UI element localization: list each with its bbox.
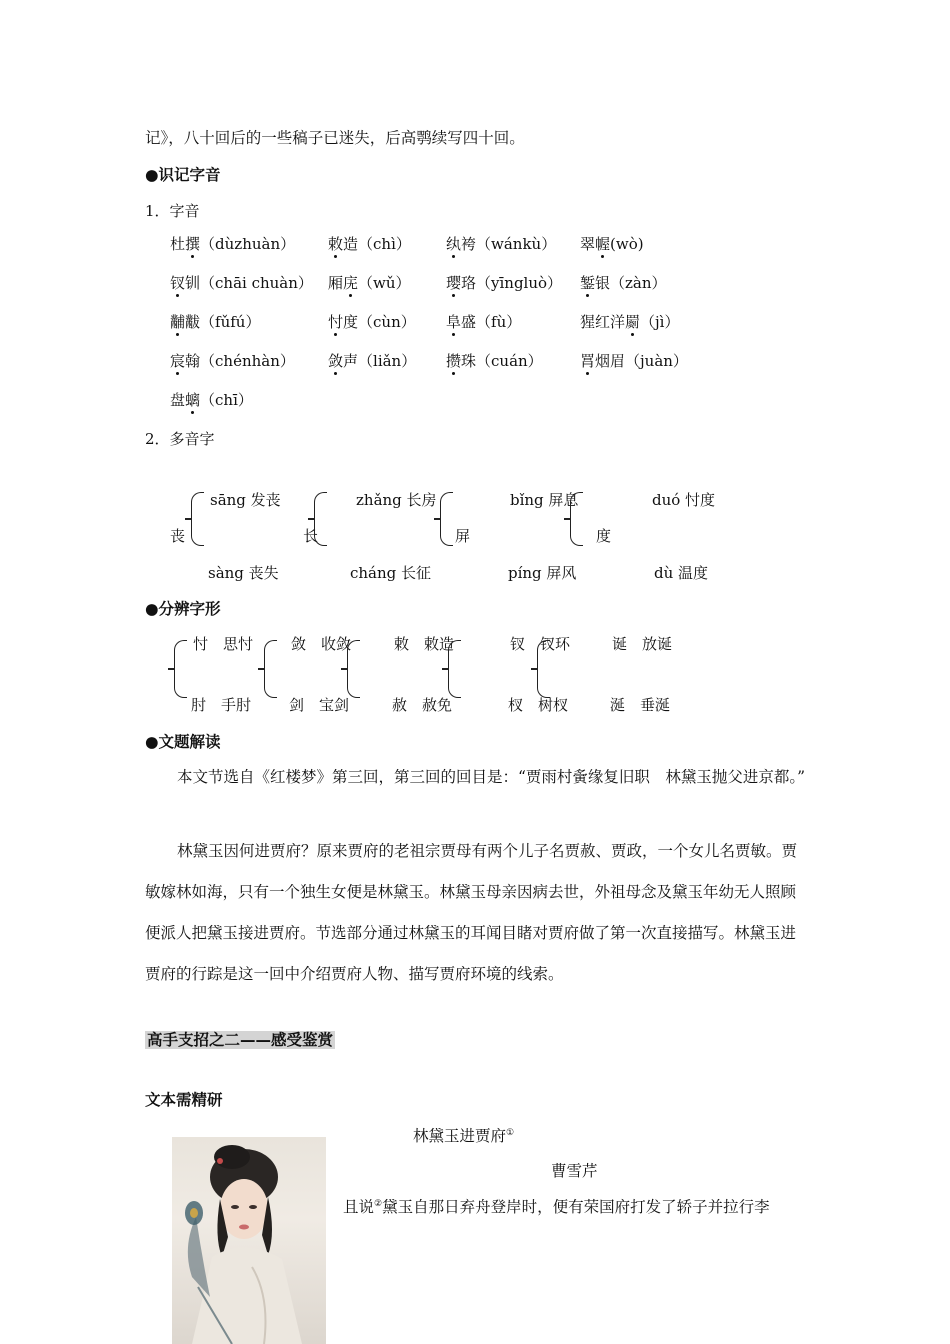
highlighted-heading: 高手支招之二——感受鉴赏 [147,1031,334,1049]
pron-reading: 声（liǎn） [343,352,417,370]
pron-prefix: 厢 [328,274,344,292]
pron-reading: 造（chì） [343,235,411,253]
pronunciation-item [446,311,521,332]
glyph-pair-top: 钗 钗环 [510,635,571,653]
pron-reading: （dùzhuàn） [200,235,296,253]
polyphone-reading-bottom: cháng 长征 [350,564,432,582]
pron-reading: 银（zàn） [595,274,667,292]
subheading-text-study: 文本需精研 [145,1091,223,1109]
brace-glyph [347,640,360,698]
pronunciation-item [170,389,253,410]
pron-target-char: 罥 [580,352,596,370]
pron-target-char: 璎 [446,274,462,292]
glyph-pair-top: 忖 思忖 [193,635,254,653]
pron-target-char: 黼 [170,313,186,331]
pron-target-char: 撰 [185,235,201,253]
subheading-polyphones: 2．多音字 [145,430,215,448]
pron-reading: （wǔ） [358,274,411,292]
brace-glyph [264,640,277,698]
polyphone-reading-bottom: dù 温度 [654,564,709,582]
pron-target-char: 阜 [446,313,462,331]
pronunciation-item [580,350,688,371]
glyph-pair-bottom: 涎 垂涎 [610,696,671,714]
glyph-pair-bottom: 杈 树杈 [508,696,569,714]
portrait-illustration [172,1137,326,1344]
pronunciation-item [170,311,260,332]
brace-glyph [174,640,187,698]
section-heading-pronunciation: ●识记字音 [145,166,221,184]
pron-reading: （jì） [640,313,680,331]
excerpt-first-line [343,1195,770,1217]
pron-reading: 翰（chénhàn） [185,352,295,370]
subheading-pronunciation: 1．字音 [145,202,200,220]
pron-reading: 黻（fǔfú） [185,313,261,331]
paragraph-background: 林黛玉因何进贾府？原来贾府的老祖宗贾母有两个儿子名贾赦、贾政，一个女儿名贾敏。贾敏嫁林如海，只有一个独生女便是林黛玉。林黛玉母亲因病去世，外祖母念及黛玉年幼无人照顾便派人把黛玉接进贾府。节选部分通过林黛玉的耳闻目睹对贾府做了第一次直接描写。林黛玉进贾府的行踪是这一回中介绍贾府人物、描写贾府环境的线索。 [145,842,798,983]
pron-target-char: 敕 [328,235,344,253]
pron-target-char: 攒 [446,352,462,370]
pronunciation-item [328,272,411,293]
glyph-pair-top: 诞 放诞 [612,635,673,653]
brace-glyph [191,492,204,546]
section-heading-title-interpretation: ●文题解读 [145,733,221,751]
footnote-ref-2[interactable]: ② [374,1198,383,1209]
pron-reading: 珞（yīngluò） [461,274,563,292]
excerpt-line-rest: 黛玉自那日弃舟登岸时，便有荣国府打发了轿子并拉行李 [382,1198,770,1216]
pron-prefix: 翠 [580,235,596,253]
pron-target-char: 幄 [595,235,611,253]
brace-glyph [314,492,327,546]
section-heading-appreciation [145,1028,335,1050]
intro-line: 记》，八十回后的一些稿子已迷失，后高鹗续写四十回。 [145,129,525,147]
glyph-pair-top: 敛 收敛 [291,635,352,653]
pron-reading: 盛（fù） [461,313,522,331]
pron-target-char: 忖 [328,313,344,331]
pronunciation-item [328,311,416,332]
polyphone-reading-top: zhǎng 长房 [356,491,437,509]
polyphone-char: 度 [596,527,612,545]
excerpt-title-text: 林黛玉进贾府 [413,1127,507,1145]
pron-prefix: 盘 [170,391,186,409]
glyph-pair-top: 敕 敕造 [394,635,455,653]
pron-target-char: 庑 [343,274,359,292]
brace-glyph [537,640,550,698]
pron-reading: 袴（wánkù） [461,235,557,253]
paragraph-title-origin: 本文节选自《红楼梦》第三回，第三回的回目是：“贾雨村夤缘复旧职 林黛玉抛父进京都。” [177,768,806,786]
pronunciation-item [580,311,679,332]
pronunciation-item [446,233,556,254]
pron-reading: 度（cùn） [343,313,416,331]
pron-reading: （chī） [200,391,253,409]
pronunciation-item [446,350,543,371]
brace-glyph [448,640,461,698]
pronunciation-item [170,350,295,371]
pron-reading: 钏（chāi chuàn） [185,274,313,292]
pron-prefix: 猩红洋 [580,313,626,331]
excerpt-author: 曹雪芹 [551,1162,598,1180]
polyphone-char: 长 [303,527,319,545]
excerpt-title [413,1124,514,1146]
pronunciation-item [170,272,313,293]
pronunciation-item [580,272,667,293]
pronunciation-item [328,233,411,254]
brace-glyph [570,492,583,546]
pronunciation-item [446,272,562,293]
excerpt-line-start: 且说 [343,1198,375,1216]
pron-prefix: 杜 [170,235,186,253]
pron-target-char: 纨 [446,235,462,253]
pron-target-char: 钗 [170,274,186,292]
pron-target-char: 罽 [625,313,641,331]
pron-target-char: 敛 [328,352,344,370]
pron-target-char: 錾 [580,274,596,292]
polyphone-char: 丧 [170,527,186,545]
polyphone-reading-top: sāng 发丧 [210,491,281,509]
glyph-pair-bottom: 赦 赦免 [392,696,453,714]
pron-reading: (wò) [610,235,644,253]
section-heading-glyphs: ●分辨字形 [145,600,221,618]
pron-target-char: 宸 [170,352,186,370]
pron-target-char: 螭 [185,391,201,409]
polyphone-reading-bottom: sàng 丧失 [208,564,279,582]
pronunciation-item [580,233,644,254]
brace-glyph [440,492,453,546]
polyphone-char: 屏 [455,527,471,545]
polyphone-reading-bottom: píng 屏风 [508,564,577,582]
pron-reading: 珠（cuán） [461,352,543,370]
lin-daiyu-portrait-image [172,1137,326,1344]
polyphone-reading-top: duó 忖度 [652,491,716,509]
pronunciation-item [170,233,295,254]
footnote-ref-1[interactable]: ① [506,1127,515,1138]
glyph-pair-bottom: 肘 手肘 [191,696,252,714]
pron-reading: 烟眉（juàn） [595,352,688,370]
glyph-pair-bottom: 剑 宝剑 [289,696,350,714]
polyphone-reading-top: bǐng 屏息 [510,491,579,509]
pronunciation-item [328,350,416,371]
